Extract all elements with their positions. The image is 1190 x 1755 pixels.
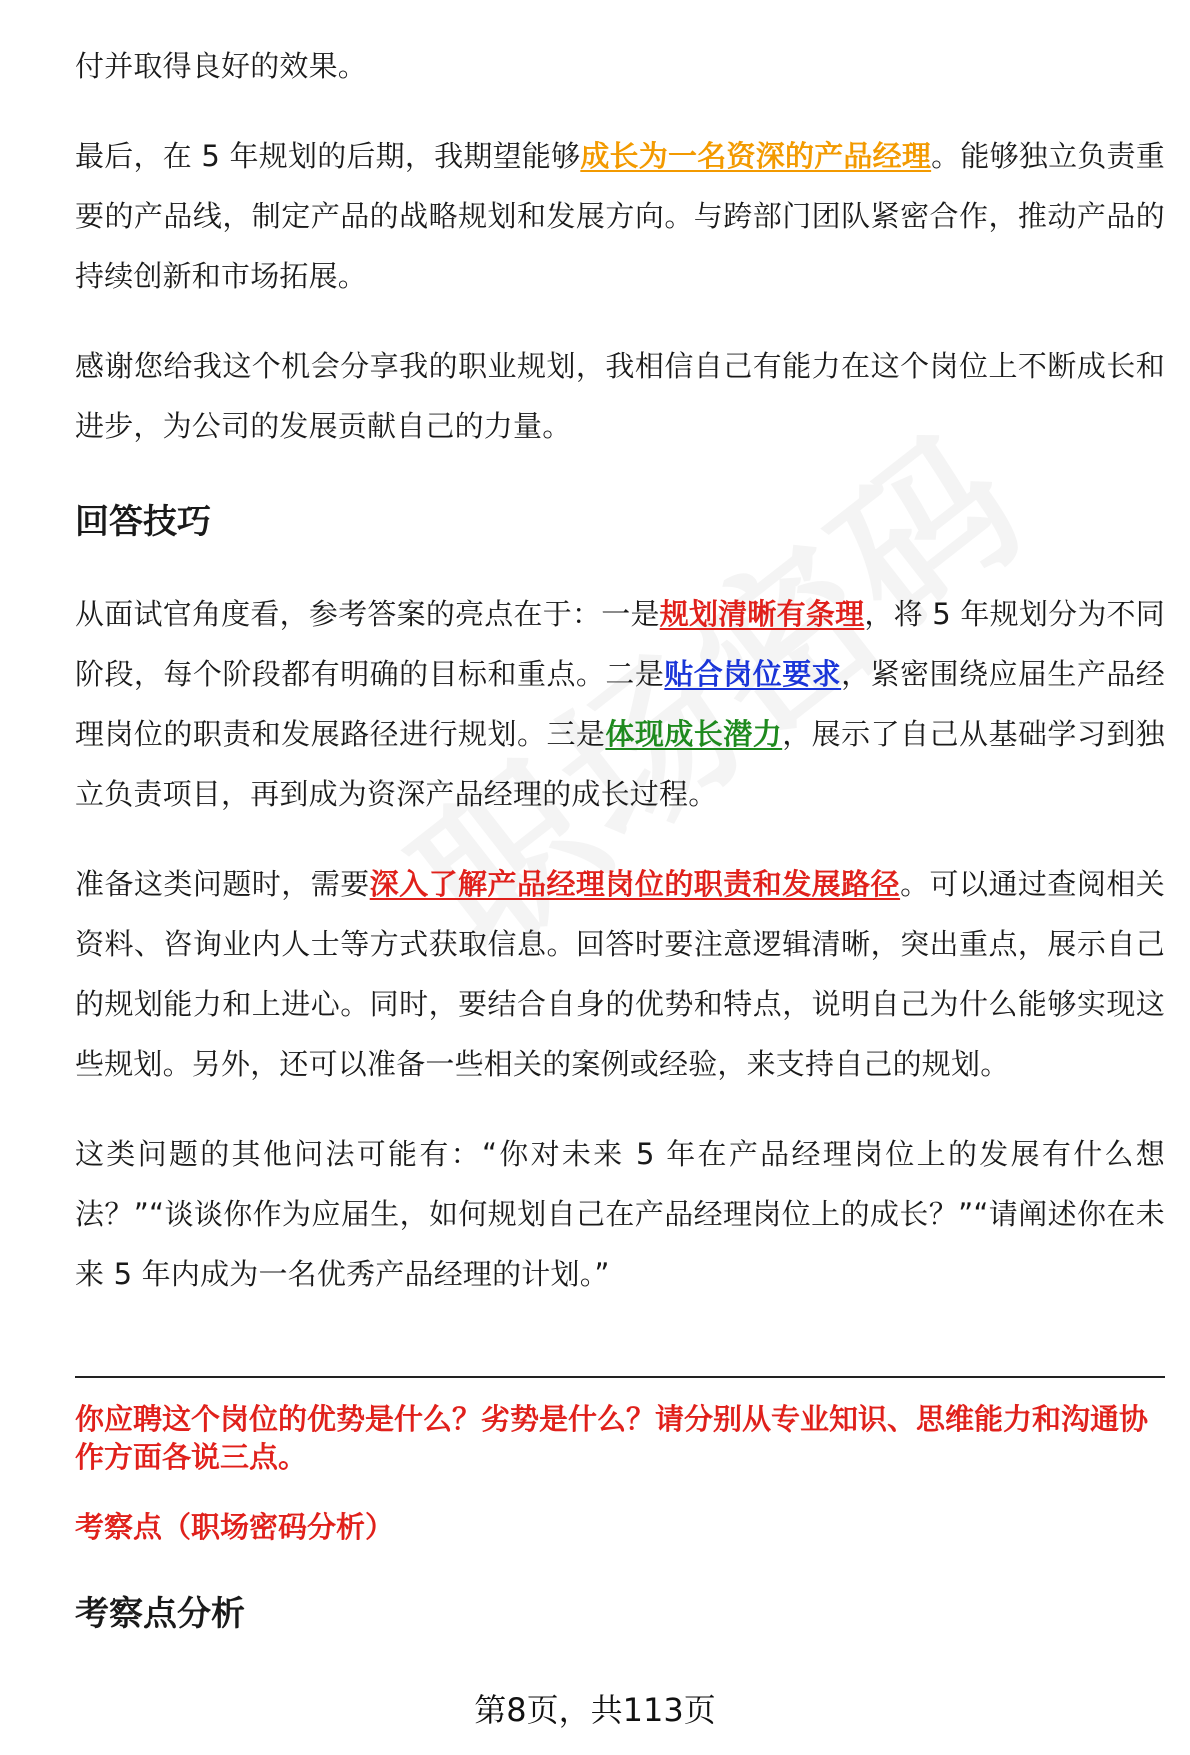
text-run: 准备这类问题时，需要	[75, 867, 370, 901]
text-run: 最后，在 5 年规划的后期，我期望能够	[75, 139, 581, 173]
section-divider	[75, 1376, 1165, 1378]
text-run: ，紧密围绕应届生产品经理岗位的职责和发展路径进行规划。三是	[75, 657, 1165, 751]
analysis-heading: 考察点分析	[75, 1594, 245, 1634]
text-run: 从面试官角度看，参考答案的亮点在于：一是	[75, 597, 660, 631]
paragraph-later-stage	[75, 126, 1165, 306]
document-content	[75, 36, 1165, 1334]
paragraph-thanks: 感谢您给我这个机会分享我的职业规划，我相信自己有能力在这个岗位上不断成长和进步，为公司的发展贡献自己的力量。	[75, 349, 1165, 443]
text-run: ，展示了自己从基础学习到独立负责项目，再到成为资深产品经理的成长过程。	[75, 717, 1165, 811]
kaocha-label: 考察点（职场密码分析）	[75, 1510, 395, 1544]
paragraph-continuation: 付并取得良好的效果。	[75, 49, 368, 83]
highlight-fit-role: 贴合岗位要求	[664, 657, 842, 691]
highlight-growth-potential: 体现成长潜力	[605, 717, 783, 751]
text-run: 。可以通过查阅相关资料、咨询业内人士等方式获取信息。回答时要注意逻辑清晰，突出重点，展示自己的规划能力和上进心。同时，要结合自身的优势和特点，说明自己为什么能够实现这些规划。另外，还可以准备一些相关的案例或经验，来支持自己的规划。	[75, 867, 1165, 1081]
page-number: 第8页，共113页	[474, 1691, 716, 1729]
paragraph-highlights	[75, 584, 1165, 824]
text-run: 。能够独立负责重要的产品线，制定产品的战略规划和发展方向。与跨部门团队紧密合作，推动产品的持续创新和市场拓展。	[75, 139, 1165, 293]
question-title: 你应聘这个岗位的优势是什么？劣势是什么？请分别从专业知识、思维能力和沟通协作方面各说三点。	[75, 1402, 1149, 1474]
section-heading-tips: 回答技巧	[75, 502, 211, 542]
paragraph-alternate-questions: 这类问题的其他问法可能有：“你对未来 5 年在产品经理岗位上的发展有什么想法？”“谈谈你作为应届生，如何规划自己在产品经理岗位上的成长？”“请阐述你在未来 5 年内成为一名优秀产品经理的计划。”	[75, 1137, 1165, 1291]
highlight-senior-pm: 成长为一名资深的产品经理	[580, 139, 932, 173]
highlight-understand-role: 深入了解产品经理岗位的职责和发展路径	[369, 867, 901, 901]
highlight-clear-plan: 规划清晰有条理	[659, 597, 865, 631]
paragraph-preparation	[75, 854, 1165, 1094]
text-run: ，将 5 年规划分为不同阶段，每个阶段都有明确的目标和重点。二是	[75, 597, 1165, 691]
